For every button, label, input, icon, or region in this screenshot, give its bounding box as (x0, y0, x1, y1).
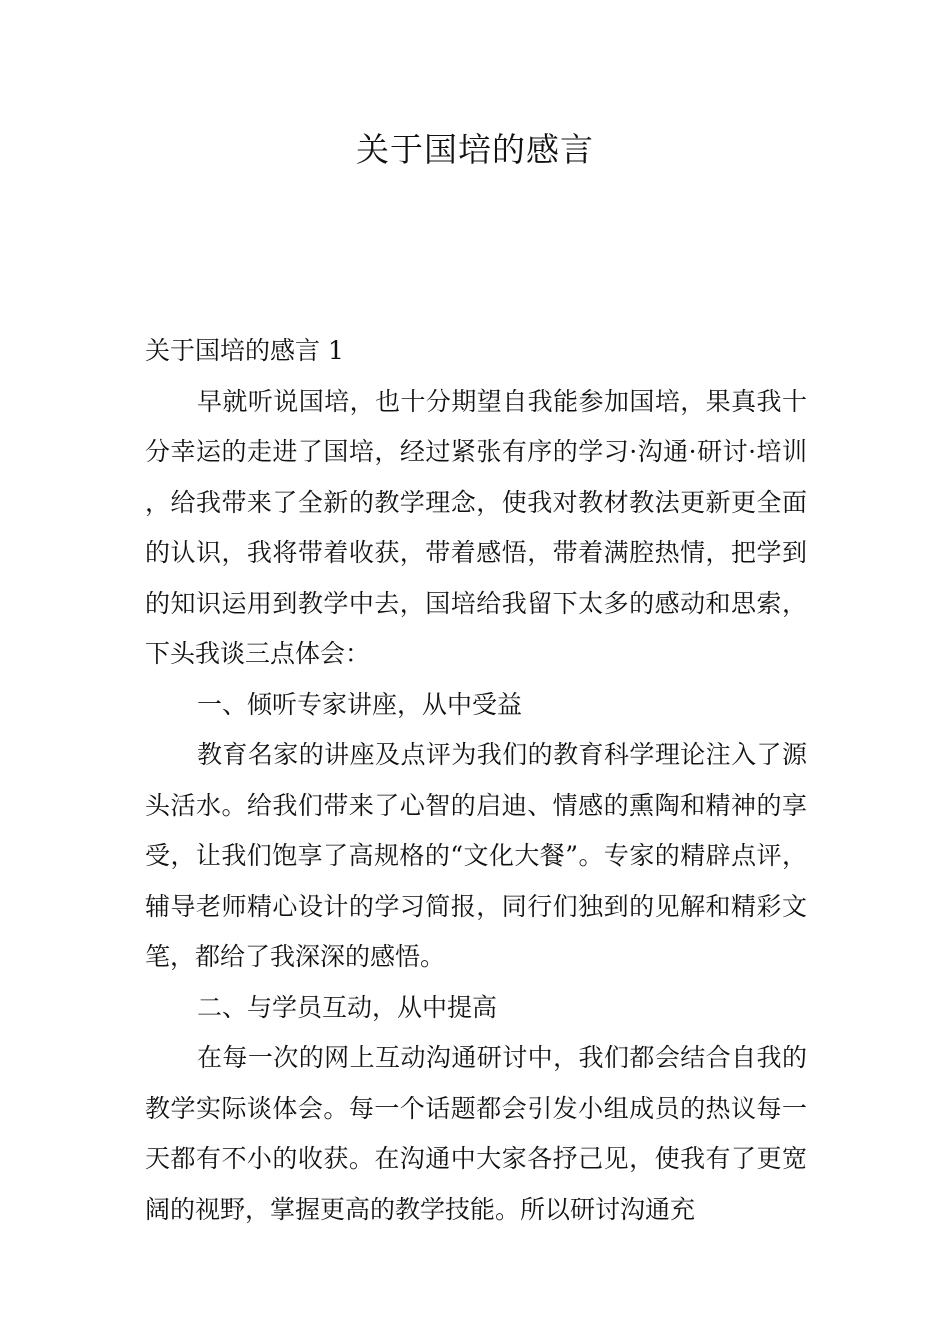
document-title: 关于国培的感言 (356, 130, 594, 169)
paragraph-interaction: 在每一次的网上互动沟通研讨中，我们都会结合自我的教学实际谈体会。每一个话题都会引发小组成员的热议每一天都有不小的收获。在沟通中大家各抒己见，使我有了更宽阔的视野，掌握更高的教学技能。所以研讨沟通充 (145, 1043, 807, 1224)
paragraph-intro: 早就听说国培，也十分期望自我能参加国培，果真我十分幸运的走进了国培，经过紧张有序的学习·沟通·研讨·培训，给我带来了全新的教学理念，使我对教材教法更新更全面的认识，我将带着收获，带着感悟，带着满腔热情，把学到的知识运用到教学中去，国培给我留下太多的感动和思索，下头我谈三点体会： (145, 386, 807, 668)
heading-one: 一、倾听专家讲座，从中受益 (197, 689, 523, 719)
paragraph-experts: 教育名家的讲座及点评为我们的教育科学理论注入了源头活水。给我们带来了心智的启迪、情感的熏陶和精神的享受，让我们饱享了高规格的“文化大餐”。专家的精辟点评，辅导老师精心设计的学习简报，同行们独到的见解和精彩文笔，都给了我深深的感悟。 (145, 740, 807, 971)
heading-two: 二、与学员互动，从中提高 (197, 992, 498, 1022)
document-body (145, 326, 807, 1235)
section-title: 关于国培的感言 1 (145, 336, 344, 365)
